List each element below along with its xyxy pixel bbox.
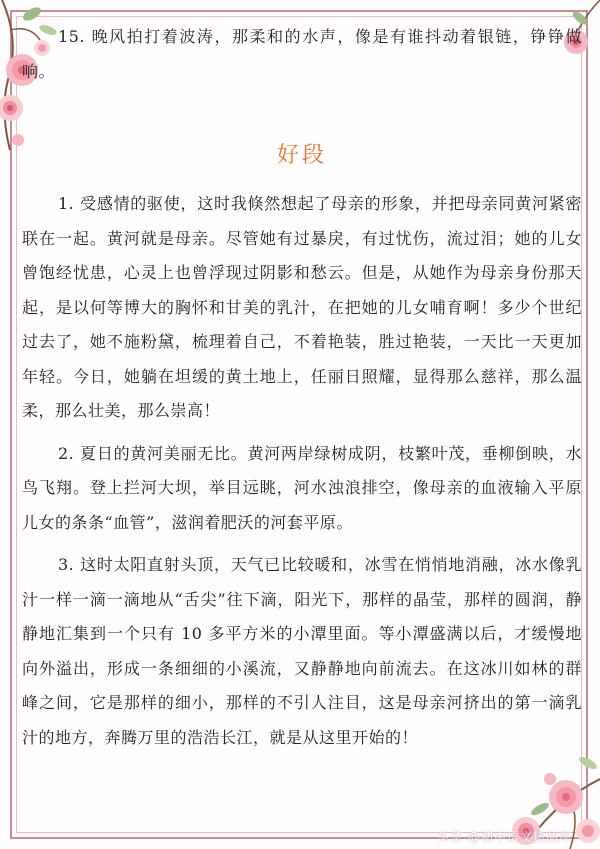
watermark: 头条 @初中语文精品库	[437, 830, 572, 844]
paragraph-2	[22, 437, 582, 541]
paragraph-text: 晚风拍打着波涛，那柔和的水声，像是有谁抖动着银链，铮铮做响。	[22, 27, 582, 81]
section-heading-text: 好段	[276, 143, 327, 168]
paragraph-text: 这时太阳直射头顶，天气已比较暖和，冰雪在悄悄地消融，冰水像乳汁一样一滴一滴地从“舌尖”往下滴，阳光下，那样的晶莹，那样的圆润，静静地汇集到一个只有 10 多平方米的小潭里面。等小潭盛满以后，才缓慢地向外溢出，形成一条细细的小溪流，又静静地向前流去。在这冰川如林的群峰之间，它是那样的细小，那样的不引人注目，这是母亲河挤出的第一滴乳汁的地方，奔腾万里的浩浩长江，就是从这里开始的！	[22, 555, 582, 747]
paragraph-1	[22, 187, 582, 429]
paragraph-number: 2.	[58, 443, 75, 463]
paragraph-3	[22, 548, 582, 755]
paragraph-text: 受感情的驱使，这时我倏然想起了母亲的形象，并把母亲同黄河紧密联在一起。黄河就是母亲。尽管她有过暴戾，有过忧伤，流过泪；她的儿女曾饱经忧患，心灵上也曾浮现过阴影和愁云。但是，从她作为母亲身份那天起，是以何等博大的胸怀和甘美的乳汁，在把她的儿女哺育啊！多少个世纪过去了，她不施粉黛，梳理着自己，不着艳装，胜过艳装，一天比一天更加年轻。今日，她躺在坦缓的黄土地上，任丽日照耀，显得那么慈祥，那么温柔，那么壮美，那么崇高！	[22, 194, 582, 420]
article-body	[22, 20, 582, 755]
section-heading	[22, 129, 582, 183]
paragraph-number: 1.	[58, 194, 75, 213]
paragraph-15	[22, 20, 582, 89]
paragraph-number: 3.	[58, 555, 75, 574]
paragraph-number: 15.	[58, 27, 85, 46]
paragraph-text: 夏日的黄河美丽无比。黄河两岸绿树成阴，枝繁叶茂，垂柳倒映，水鸟飞翔。登上拦河大坝，举目远眺，河水浊浪排空，像母亲的血液输入平原儿女的条条“血管”，滋润着肥沃的河套平原。	[22, 443, 582, 532]
